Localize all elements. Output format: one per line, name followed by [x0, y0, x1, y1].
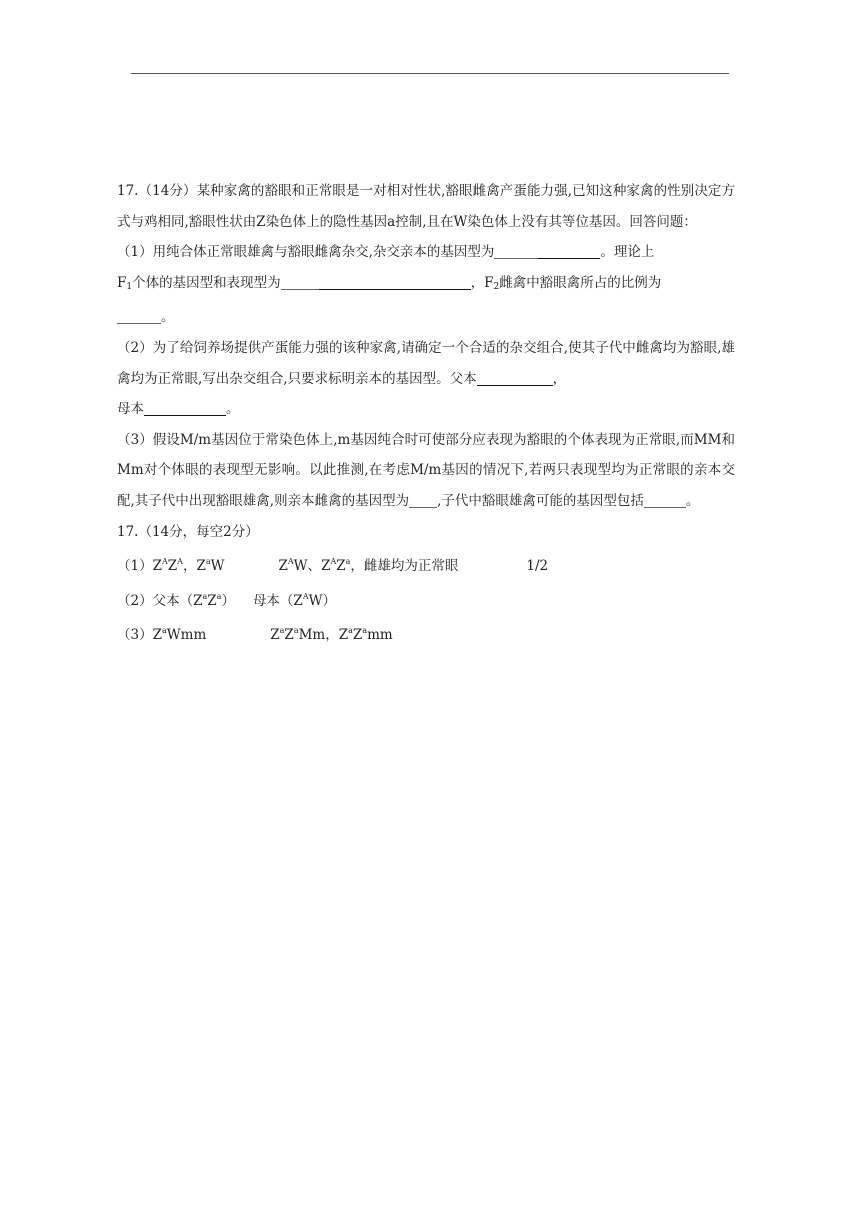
sq1-text-b: 。理论上 [600, 244, 655, 261]
a2-f-sup1: a [202, 591, 208, 601]
a2-f-sup2: a [216, 591, 222, 601]
a2-m: 母本（Z [252, 592, 303, 609]
a1-g4: W [210, 558, 225, 575]
answer-blank[interactable] [644, 493, 686, 508]
a1-g2-sup: A [177, 557, 183, 567]
a3-a-sup: a [161, 626, 167, 636]
sq3-text-b: ,子代中豁眼雄禽可能的基因型包括 [437, 492, 644, 509]
a3-a: Z [152, 627, 162, 644]
a3-b5: mm [367, 627, 393, 644]
sub-question-1 [117, 237, 735, 333]
sq1-f2-sub: 2 [493, 281, 500, 292]
sq3-text-a: （3）假设M/m基因位于常染色体上,m基因纯合时可使部分应表现为豁眼的个体表现为正常眼,而MM和Mm对个体眼的表现型无影响。以此推测,在考虑M/m基因的情况下,若两只表现型均为正常眼的亲本交配,其子代中出现豁眼雄禽,则亲本雌禽的基因型为 [117, 431, 735, 509]
a3-b4: Z [352, 627, 363, 644]
a3-b2: Z [284, 627, 294, 644]
sub-question-2 [117, 333, 735, 425]
sq2-text-c: 母本 [117, 401, 144, 418]
a3-b: Z [270, 627, 280, 644]
a3-b-sup2: a [293, 626, 299, 636]
a1-b1: Z [278, 558, 288, 575]
sq2-text-d: 。 [226, 401, 240, 418]
sq2-text-a: （2）为了给饲养场提供产蛋能力强的该种家禽,请确定一个合适的杂交组合,使其子代中雌禽均为豁眼,雄禽均为正常眼,写出杂交组合,只要求标明亲本的基因型。父本 [117, 339, 735, 387]
answer-line-3 [117, 616, 735, 651]
a1-b4-sup: a [345, 557, 351, 567]
a3-b-sup3: a [348, 626, 353, 636]
sq1-text-e: ，F [470, 274, 494, 291]
answer-blank[interactable] [538, 244, 600, 259]
a3-b-sup1: a [279, 626, 285, 636]
answer-blank[interactable] [494, 244, 538, 259]
answer-blank[interactable] [281, 275, 319, 290]
a1-g2: Z [167, 558, 178, 575]
a1-g3: Z [196, 558, 206, 575]
a2-m2: W） [308, 592, 336, 609]
a1-sep: ， [182, 558, 197, 575]
header-rule [131, 73, 729, 74]
sq3-text-c: 。 [685, 492, 700, 509]
a3-a2: Wmm [166, 627, 207, 644]
a2-m-sup: A [302, 591, 309, 601]
sq1-text-a: （1）用纯合体正常眼雄禽与豁眼雌禽杂交,杂交亲本的基因型为 [117, 244, 495, 261]
question-stem [117, 176, 735, 237]
sq1-text-d: 个体的基因型和表现型为 [132, 274, 281, 291]
a2-prefix: （2） [117, 592, 153, 609]
sq1-text-g: 。 [161, 309, 175, 326]
a1-b4: Z [336, 558, 346, 575]
a2-f3: ） [221, 592, 235, 609]
answer-line-2 [117, 582, 735, 617]
a3-prefix: （3） [117, 627, 153, 644]
a1-prefix: （1） [117, 558, 153, 575]
question-stem-text: 17.（14分）某种家禽的豁眼和正常眼是一对相对性状,豁眼雌禽产蛋能力强,已知这种家禽的性别决定方式与鸡相同,豁眼性状由Z染色体上的隐性基因a控制,且在W染色体上没有其等位基因。回答问题： [117, 183, 735, 230]
a1-b2: W、 [293, 558, 322, 575]
a1-b5: ，雌雄均为正常眼 [350, 558, 459, 575]
answer-line-1 [117, 547, 735, 582]
a3-b-sup4: a [362, 626, 368, 636]
answer-blank[interactable] [319, 275, 471, 290]
sq1-text-f: 雌禽中豁眼禽所占的比例为 [499, 274, 662, 291]
a1-g1: Z [152, 558, 162, 575]
a2-f: 父本（Z [152, 592, 203, 609]
question-block [117, 176, 735, 651]
sq1-f-sub: 1 [126, 281, 133, 292]
answer-blank[interactable] [409, 493, 437, 508]
answer-blank[interactable] [144, 401, 226, 416]
a1-g3-sup: a [205, 557, 211, 567]
sq1-f: F [117, 274, 127, 291]
answer-blank[interactable] [477, 371, 553, 386]
a2-f2: Z [207, 592, 217, 609]
a3-b3: Mm，Z [298, 627, 349, 644]
a1-b3-sup: A [330, 557, 337, 567]
a1-b1-sup: A [287, 557, 294, 567]
sub-question-3 [117, 425, 735, 517]
sq2-text-b: ， [552, 370, 567, 387]
answer-key [117, 517, 735, 651]
a1-g1-sup: A [161, 557, 168, 567]
a1-c: 1/2 [526, 558, 549, 575]
answer-blank[interactable] [117, 309, 161, 324]
answer-header: 17.（14分，每空2分） [117, 523, 259, 540]
a1-b3: Z [321, 558, 331, 575]
